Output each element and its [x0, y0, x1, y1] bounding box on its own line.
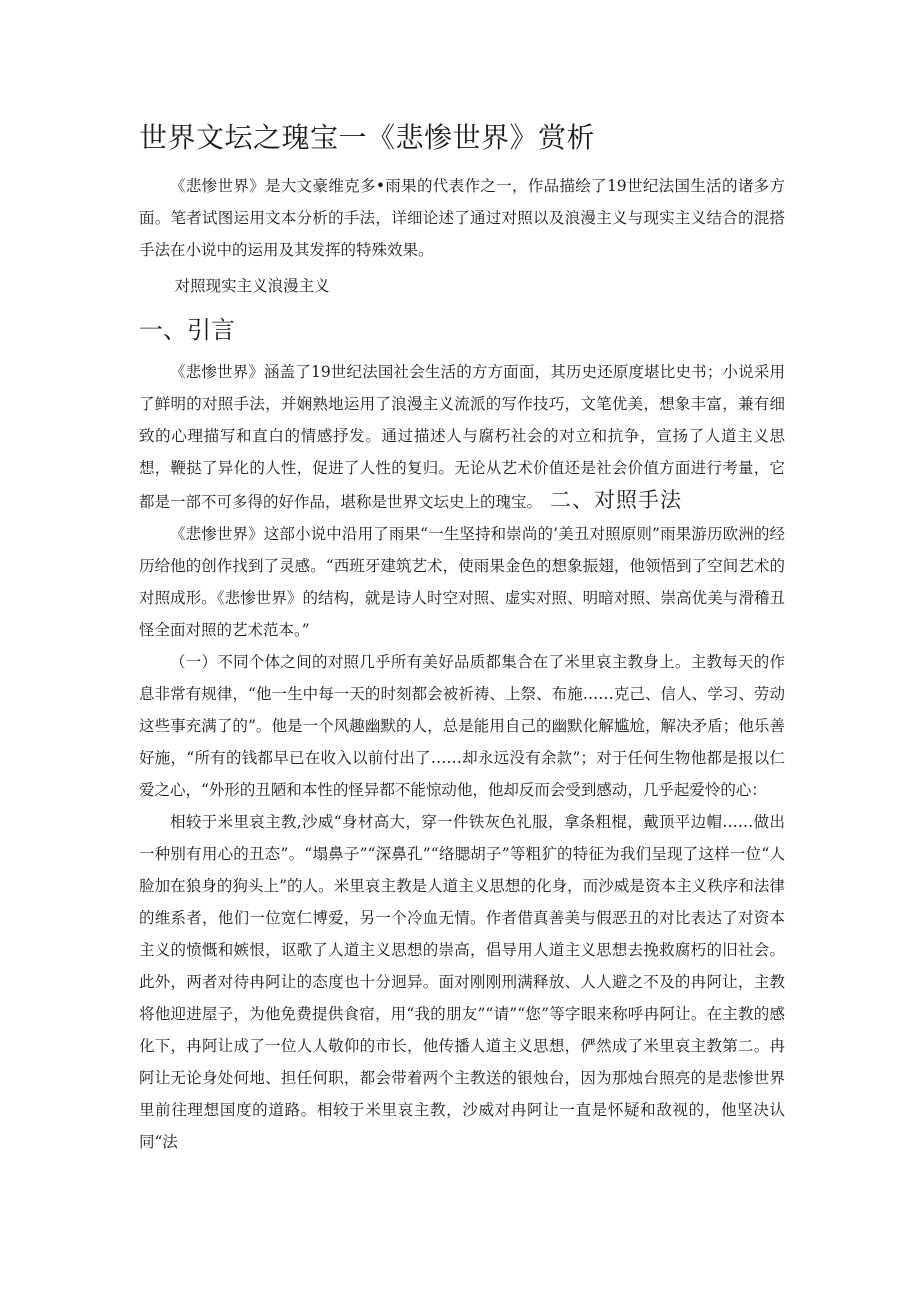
contrast-paragraph-1: 《悲惨世界》这部小说中沿用了雨果“一生坚持和崇尚的’美丑对照原则”雨果游历欧洲的经历给他的创作找到了灵感。“西班牙建筑艺术，使雨果金色的想象振翅，他领悟到了空间艺术的对照成形。《悲惨世界》的结构，就是诗人时空对照、虚实对照、明暗对照、崇高优美与滑稽丑怪全面对照的艺术范本。” [139, 525, 785, 639]
contrast-paragraph-3: 相较于米里哀主教,沙威“身材高大，穿一件铁灰色礼服，拿条粗棍，戴顶平边帽……做出一种别有用心的丑态”。“塌鼻子”“深鼻孔”“络腮胡子”等粗犷的特征为我们呈现了这样一位“人脸加在狼身的狗头上”的人。米里哀主教是人道主义思想的化身，而沙威是资本主义秩序和法律的维系者，他们一位宽仁博爱，另一个冷血无情。作者借真善美与假恶丑的对比表达了对资本主义的愤慨和嫉恨，讴歌了人道主义思想的崇高，倡导用人道主义思想去挽救腐朽的旧社会。此外，两者对待冉阿让的态度也十分迥异。面对刚刚刑满释放、人人避之不及的冉阿让，主教将他迎进屋子，为他免费提供食宿，用“我的朋友”“请”“您”等字眼来称呼冉阿让。在主教的感化下，冉阿让成了一位人人敬仰的市长，他传播人道主义思想，俨然成了米里哀主教第二。冉阿让无论身处何地、担任何职，都会带着两个主教送的银烛台，因为那烛台照亮的是悲惨世界里前往理想国度的道路。相较于米里哀主教，沙威对冉阿让一直是怀疑和敌视的，他坚决认同“法 [139, 813, 785, 1151]
abstract-paragraph: 《悲惨世界》是大文豪维克多•雨果的代表作之一，作品描绘了19世纪法国生活的诸多方面。笔者试图运用文本分析的手法，详细论述了通过对照以及浪漫主义与现实主义结合的混搭手法在小说中的运用及其发挥的特殊效果。 [139, 177, 785, 259]
document-title: 世界文坛之瑰宝一《悲惨世界》赏析 [139, 121, 596, 154]
keywords-line: 对照现实主义浪漫主义 [174, 277, 330, 295]
section-heading-introduction: 一、引言 [139, 316, 235, 344]
contrast-paragraph-2: （一）不同个体之间的对照几乎所有美好品质都集合在了米里哀主教身上。主教每天的作息非常有规律，“他一生中每一天的时刻都会被祈祷、上祭、布施……克己、信人、学习、劳动这些事充满了的”。他是一个风趣幽默的人，总是能用自己的幽默化解尴尬，解决矛盾；他乐善好施，“所有的钱都早已在收入以前付出了……却永远没有余款”；对于任何生物他都是报以仁爱之心，“外形的丑陋和本性的怪异都不能惊动他，他却反而会受到感动，几乎起爱怜的心： [139, 653, 785, 799]
introduction-text: 《悲惨世界》涵盖了19世纪法国社会生活的方方面面，其历史还原度堪比史书；小说采用了鲜明的对照手法，并娴熟地运用了浪漫主义流派的写作技巧，文笔优美，想象丰富，兼有细致的心理描写和直白的情感抒发。通过描述人与腐朽社会的对立和抗争，宣扬了人道主义思想，鞭挞了异化的人性，促进了人性的复归。无论从艺术价值还是社会价值方面进行考量，它都是一部不可多得的好作品，堪称是世界文坛史上的瑰宝。 [139, 363, 785, 511]
section-heading-contrast: 二、对照手法 [550, 488, 683, 512]
document-page [139, 112, 785, 1158]
introduction-paragraph [139, 356, 785, 518]
